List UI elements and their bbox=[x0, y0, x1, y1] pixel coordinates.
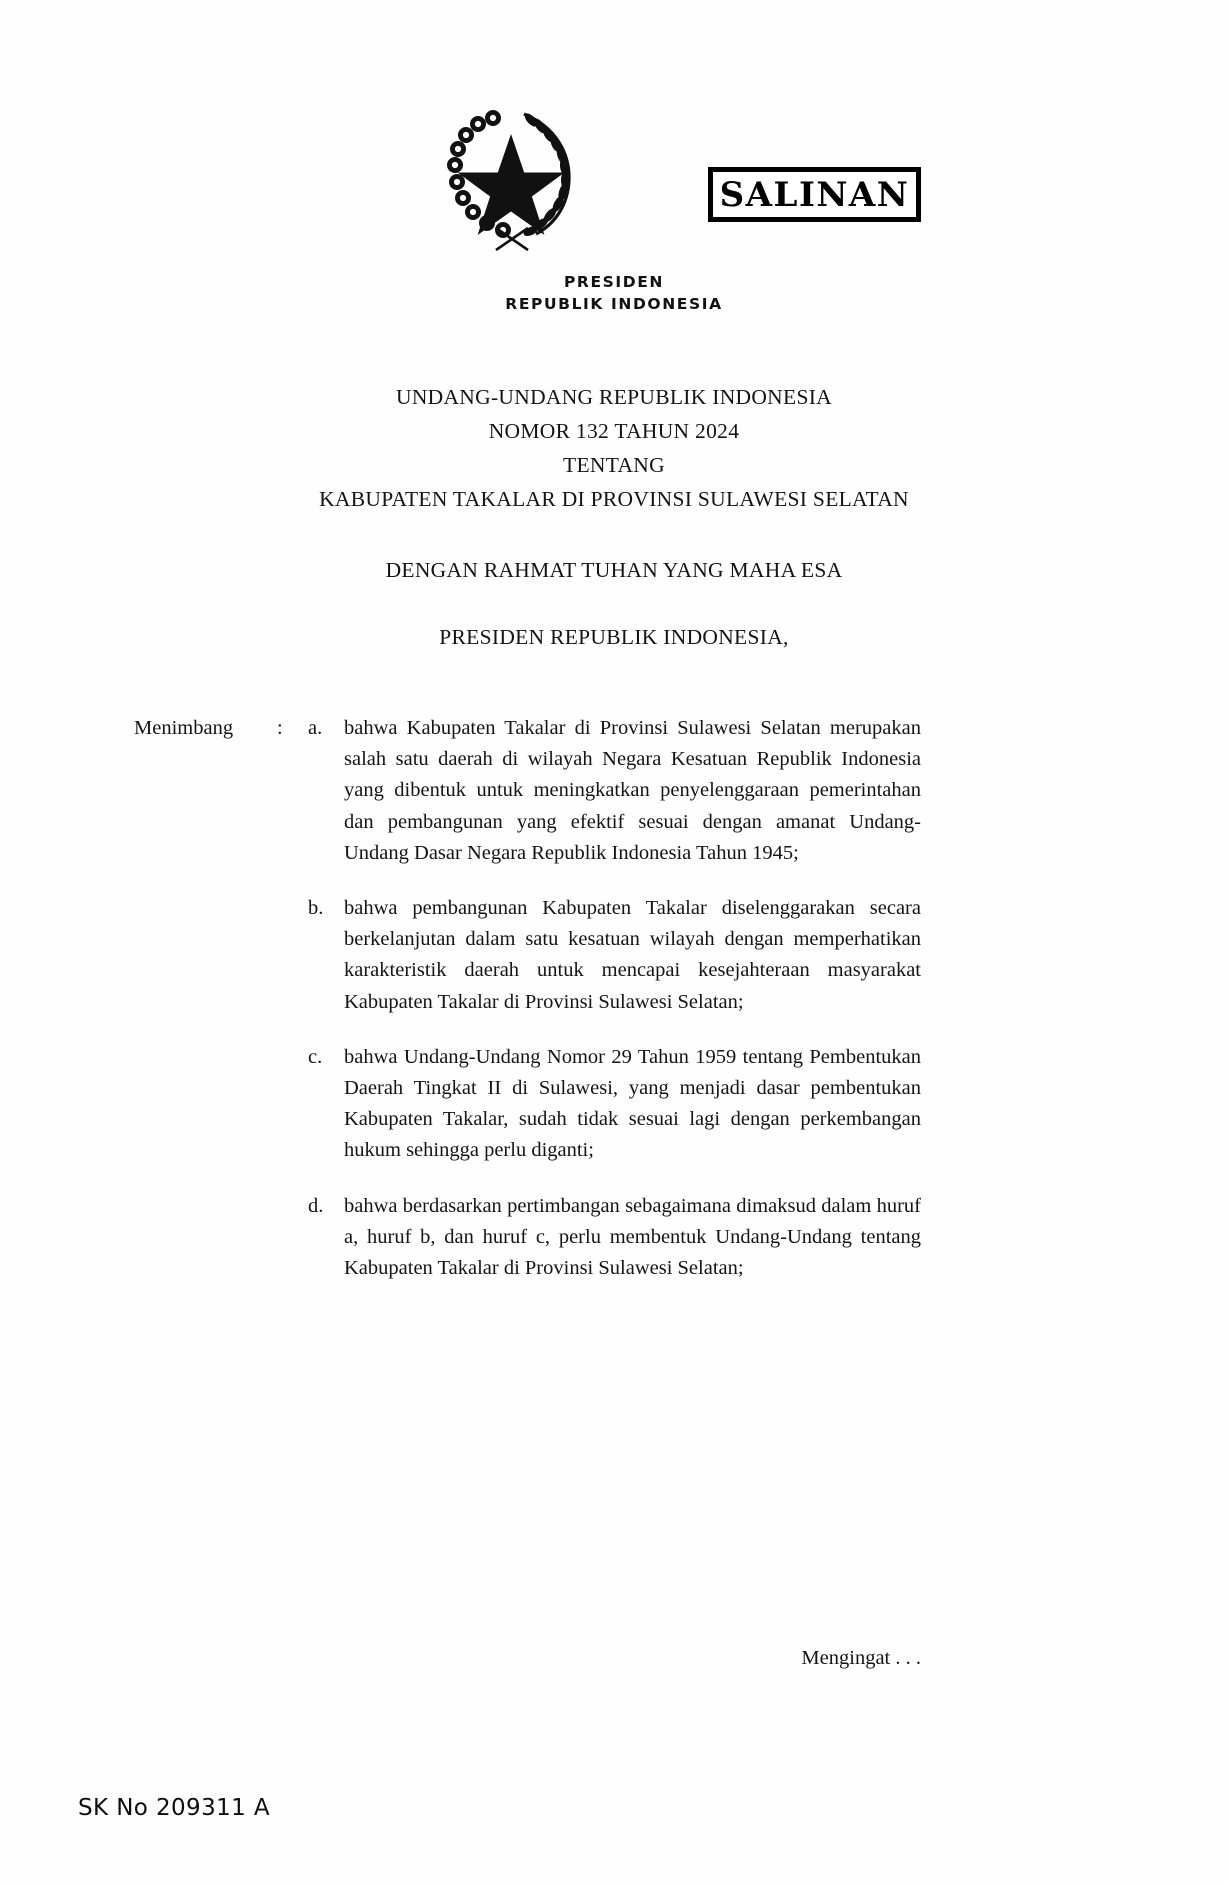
continuation-marker: Mengingat . . . bbox=[801, 1647, 921, 1669]
consideration-text: bahwa berdasarkan pertimbangan sebagaimana dimaksud dalam huruf a, huruf b, dan huruf c, perlu membentuk Undang-Undang tentang Kabupaten Takalar di Provinsi Sulawesi Selatan; bbox=[344, 1194, 921, 1280]
consideration-marker: b. bbox=[308, 897, 324, 920]
masthead bbox=[0, 104, 1228, 334]
salinan-label: SALINAN bbox=[719, 174, 910, 215]
consideration-item bbox=[308, 1042, 921, 1167]
document-title bbox=[0, 380, 1228, 516]
invocation-line: DENGAN RAHMAT TUHAN YANG MAHA ESA bbox=[385, 558, 843, 582]
title-line-subject: KABUPATEN TAKALAR DI PROVINSI SULAWESI SELATAN bbox=[319, 487, 909, 511]
title-line-number: NOMOR 132 TAHUN 2024 bbox=[488, 419, 740, 443]
consideration-item bbox=[308, 893, 921, 1018]
considerations-list bbox=[308, 713, 921, 1284]
masthead-line-republik-indonesia: REPUBLIK INDONESIA bbox=[505, 295, 723, 314]
consideration-item bbox=[308, 713, 921, 869]
consideration-text: bahwa Kabupaten Takalar di Provinsi Sulawesi Selatan merupakan salah satu daerah di wilayah Negara Kesatuan Republik Indonesia yang dibentuk untuk meningkatkan penyelenggaraan pemerintahan dan pembangunan yang efektif sesuai dengan amanat Undang-Undang Dasar Negara Republik Indonesia Tahun 1945; bbox=[344, 717, 921, 864]
consideration-text: bahwa Undang-Undang Nomor 29 Tahun 1959 tentang Pembentukan Daerah Tingkat II di Sulawesi, yang menjadi dasar pembentukan Kabupaten Takalar, sudah tidak sesuai lagi dengan perkembangan hukum sehingga perlu diganti; bbox=[344, 1045, 921, 1162]
consideration-item bbox=[308, 1191, 921, 1285]
masthead-line-presiden: PRESIDEN bbox=[563, 273, 665, 291]
consideration-marker: c. bbox=[308, 1045, 323, 1068]
considerations-colon: : bbox=[277, 717, 283, 739]
consideration-marker: a. bbox=[308, 717, 323, 739]
sk-number-stamp: SK No 209311 A bbox=[78, 1795, 271, 1821]
title-line-tentang: TENTANG bbox=[563, 453, 665, 477]
salinan-stamp bbox=[708, 167, 921, 222]
masthead-caption bbox=[0, 271, 1228, 316]
consideration-text: bahwa pembangunan Kabupaten Takalar diselenggarakan secara berkelanjutan dalam satu kesatuan wilayah dengan memperhatikan karakteristik daerah untuk mencapai kesejahteraan masyarakat Kabupaten Takalar di Provinsi Sulawesi Selatan; bbox=[344, 897, 921, 1013]
considerations-label: Menimbang bbox=[134, 717, 234, 739]
consideration-marker: d. bbox=[308, 1194, 324, 1217]
presidential-seal-icon bbox=[436, 104, 586, 259]
title-line-act: UNDANG-UNDANG REPUBLIK INDONESIA bbox=[396, 385, 832, 409]
issuing-office-line: PRESIDEN REPUBLIK INDONESIA, bbox=[439, 625, 789, 649]
